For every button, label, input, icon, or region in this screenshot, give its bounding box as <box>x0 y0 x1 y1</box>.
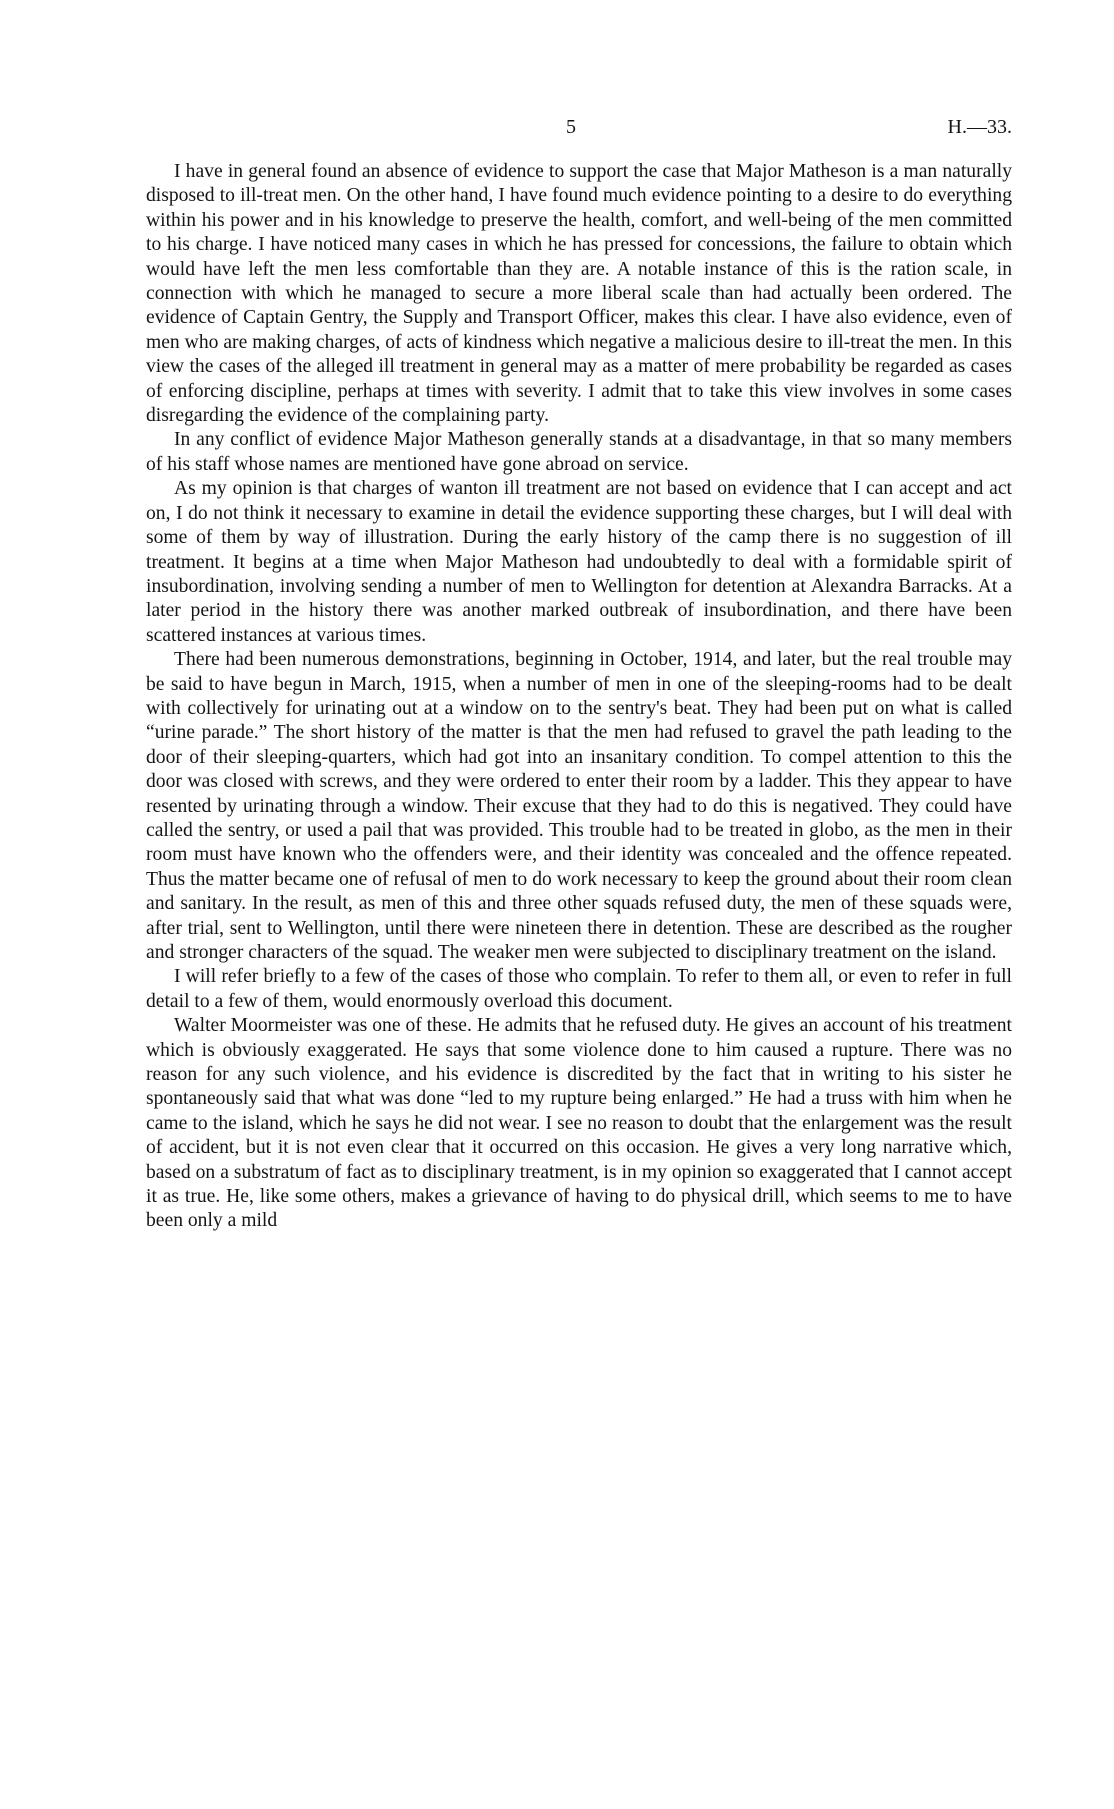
paragraph-conflict-of-evidence: In any conflict of evidence Major Matheson generally stands at a disadvantage, in that so many members of his staff whose names are mentioned have gone abroad on service. <box>146 429 1012 475</box>
paragraph-urine-parade: There had been numerous demonstrations, beginning in October, 1914, and later, but the real trouble may be said to have begun in March, 1915, when a number of men in one of the sleeping-rooms had to be dealt with collectively for urinating out at a window on to the sentry's beat. They had been put on what is called “urine parade.” The short history of the matter is that the men had refused to gravel the path leading to the door of their sleeping-quarters, which had got into an insanitary condition. To compel attention to this the door was closed with screws, and they were ordered to enter their room by a ladder. This they appear to have resented by urinating through a window. Their excuse that they had to do this is negatived. They could have called the sentry, or used a pail that was provided. This trouble had to be treated in globo, as the men in their room must have known who the offenders were, and their identity was concealed and the offence repeated. Thus the matter became one of refusal of men to do work necessary to keep the ground about their room clean and sanitary. In the result, as men of this and three other squads refused duty, the men of these squads were, after trial, sent to Wellington, until there were nineteen there in detention. These are described as the rougher and stronger characters of the squad. The weaker men were subjected to disciplinary treatment on the island. <box>146 649 1012 963</box>
page-number: 5 <box>566 116 576 138</box>
paragraph-refer-briefly: I will refer briefly to a few of the cases of those who complain. To refer to them all, or even to refer in full detail to a few of them, would enormously overload this document. <box>146 966 1012 1012</box>
paragraph-walter-moormeister: Walter Moormeister was one of these. He admits that he refused duty. He gives an account of his treatment which is obviously exaggerated. He says that some violence done to him caused a rupture. There was no reason for any such violence, and his evidence is discredited by the fact that in writing to his sister he spontaneously said that what was done “led to my rupture being enlarged.” He had a truss with him when he came to the island, which he says he did not wear. I see no reason to doubt that the enlargement was the result of accident, but it is not even clear that it occurred on this occasion. He gives a very long narrative which, based on a substratum of fact as to disciplinary treatment, is in my opinion so exaggerated that I cannot accept it as true. He, like some others, makes a grievance of having to do physical drill, which seems to me to have been only a mild <box>146 1015 1012 1232</box>
paragraph-charges-illustration: As my opinion is that charges of wanton ill treatment are not based on evidence that I can accept and act on, I do not think it necessary to examine in detail the evidence supporting these charges, but I will deal with some of them by way of illustration. During the early history of the camp there is no suggestion of ill treatment. It begins at a time when Major Matheson had undoubtedly to deal with a formidable spirit of insubordination, involving sending a number of men to Wellington for detention at Alexandra Barracks. At a later period in the history there was another marked outbreak of insubordination, and there have been scattered instances at various times. <box>146 478 1012 646</box>
page-header <box>146 116 1012 146</box>
paragraph-general-findings: I have in general found an absence of evidence to support the case that Major Matheson is a man naturally disposed to ill-treat men. On the other hand, I have found much evidence pointing to a desire to do everything within his power and in his knowledge to preserve the health, comfort, and well-being of the men committed to his charge. I have noticed many cases in which he has pressed for concessions, the failure to obtain which would have left the men less comfortable than they are. A notable instance of this is the ration scale, in connection with which he managed to secure a more liberal scale than had actually been ordered. The evidence of Captain Gentry, the Supply and Transport Officer, makes this clear. I have also evidence, even of men who are making charges, of acts of kindness which negative a malicious desire to ill-treat the men. In this view the cases of the alleged ill treatment in general may as a matter of mere probability be regarded as cases of enforcing discipline, perhaps at times with severity. I admit that to take this view involves in some cases disregarding the evidence of the complaining party. <box>146 161 1012 427</box>
document-reference: H.—33. <box>947 116 1012 138</box>
body-text <box>146 160 1012 1234</box>
